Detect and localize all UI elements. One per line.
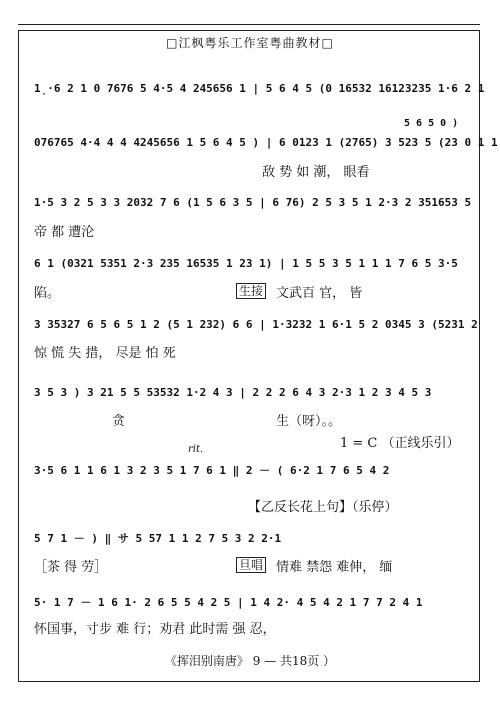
score-line-7: 3 5 3 ) 3 21 5 5 53532 1·2 4 3 | 2 2 2 6 4 3 2·3 1 2 3 4 5 3 <box>34 386 432 399</box>
score-line-6: 3 35327 6 5 6 5 1 2 (5 1 232) 6 6 | 1·3232 1 6·1 5 2 0345 3 (5231 2 <box>34 318 478 331</box>
lyrics-line-7a: 贪 <box>112 414 126 429</box>
score-line-10: 5· 1 7 － 1 6 1· 2 6 5 5 4 2 5 | 1 4 2· 4 5 4 2 1 7 7 2 4 1 <box>34 596 423 609</box>
lyrics-line-9a: ［茶 得 劳］ <box>34 560 108 575</box>
key-signature: 1 = C （正线乐引） <box>340 436 460 451</box>
lyrics-line-7b: 生（呀）。。 <box>276 414 342 429</box>
score-line-4: 1·5 3 2 5 3 3 2032 7 6 (1 5 6 3 5 | 6 76) 2 5 3 5 1 2·3 2 351653 5 <box>34 196 472 209</box>
score-line-3: 076765 4·4 4 4 4245656 1 5 6 4 5 ) | 6 0123 1 (2765) 3 523 5 (23 0 1 1 <box>34 136 498 149</box>
lyrics-line-4: 帝 都 遭沦 <box>34 225 95 240</box>
page-footer: 《挥泪别南唐》 9 — 共18页 ） <box>164 654 336 668</box>
role-label-box-2: 旦唱 <box>236 557 266 573</box>
lyrics-line-3: 敌 势 如 潮， 眼看 <box>262 165 370 180</box>
score-line-1: 1̣·6 2 1 0 7676 5 4·5 4 245656 1 | 5 6 4 5 (0 16532 16123235 1·6 2 1 <box>34 82 485 95</box>
lyrics-role-box-2 <box>236 556 276 573</box>
top-rule <box>18 24 480 25</box>
section-label: 【乙反长花上句】（乐停） <box>248 500 398 515</box>
lyrics-line-5a: 陷。 <box>34 286 61 301</box>
lyrics-line-5b: 文武百 官， 皆 <box>276 286 363 301</box>
tempo-rit: rit. <box>188 444 204 455</box>
lyrics-role-box <box>236 282 276 299</box>
page-header: □江枫粤乐工作室粤曲教材□ <box>166 36 334 50</box>
score-line-2: 5 6 5 0 ) <box>404 118 459 129</box>
lyrics-line-6: 惊 慌 失 措， 尽是 怕 死 <box>34 346 176 361</box>
score-line-9: 5 7 1 － ) ‖ サ 5 57 1 1 2 7 5 3 2 2·1 <box>34 532 282 545</box>
lyrics-line-9b: 情难 禁怨 难伸， 缅 <box>276 560 393 575</box>
role-label-box: 生接 <box>236 283 266 299</box>
score-line-5: 6 1 (0321 5351 2·3 235 16535 1 23 1) | 1 5 5 3 5 1 1 1 7 6 5 3·5 <box>34 257 458 270</box>
lyrics-line-10: 怀国事，寸步 难 行；劝君 此时需 强 忍， <box>34 622 276 637</box>
score-line-8: 3·5 6 1 1 6 1 3 2 3 5 1 7 6 1 ‖ 2 － ( 6·2 1 7 6 5 4 2 <box>34 464 390 477</box>
